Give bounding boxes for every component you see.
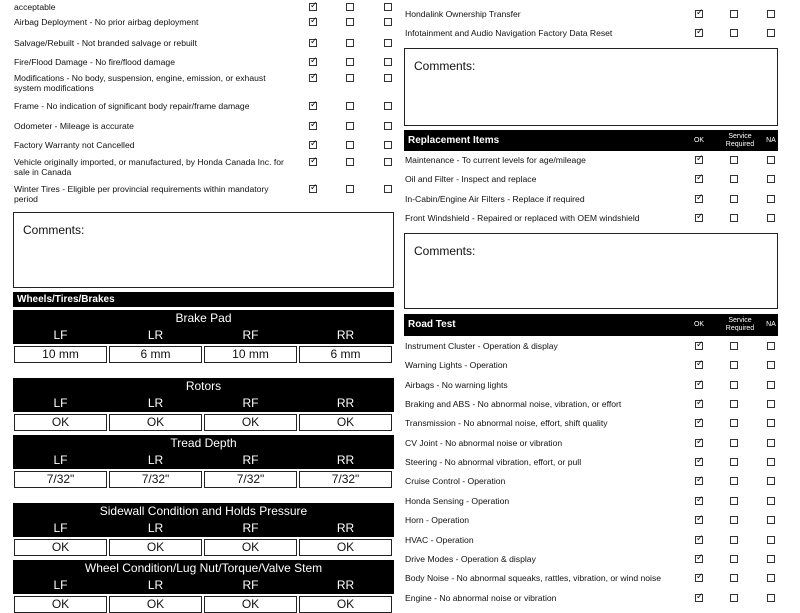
check-item (14, 184, 394, 204)
check-item (405, 9, 777, 23)
position-rf: RF (242, 328, 259, 342)
service-required-checkbox[interactable] (730, 29, 738, 37)
na-checkbox[interactable] (767, 342, 775, 350)
service-required-checkbox[interactable] (730, 555, 738, 563)
item-label: Airbags - No warning lights (405, 380, 508, 390)
na-checkbox[interactable] (767, 195, 775, 203)
service-required-checkbox[interactable] (730, 10, 738, 18)
measurement-value: OK (109, 414, 202, 431)
wheel-condition-title: Wheel Condition/Lug Nut/Torque/Valve Stem (13, 560, 394, 576)
service-required-checkbox[interactable] (730, 477, 738, 485)
service-required-checkbox[interactable] (346, 58, 354, 66)
na-checkbox[interactable] (767, 594, 775, 602)
position-rr: RR (336, 521, 355, 535)
check-item (405, 496, 777, 510)
position-lf: LF (53, 521, 68, 535)
check-item (14, 17, 394, 31)
service-required-checkbox[interactable] (346, 158, 354, 166)
measurement-value: 7/32" (299, 471, 392, 488)
ok-checkbox[interactable] (309, 74, 317, 82)
item-label-cont: period (14, 194, 38, 204)
na-checkbox[interactable] (384, 18, 392, 26)
item-label-cont: sale in Canada (14, 167, 72, 177)
check-item (405, 476, 777, 490)
check-item (405, 341, 777, 355)
measurement-value: OK (299, 414, 392, 431)
na-checkbox[interactable] (767, 361, 775, 369)
item-label: Steering - No abnormal vibration, effort, or pull (405, 457, 582, 467)
item-label: Odometer - Mileage is accurate (14, 121, 134, 131)
ok-checkbox[interactable] (695, 342, 703, 350)
position-lr: LR (147, 578, 164, 592)
na-checkbox[interactable] (767, 477, 775, 485)
na-checkbox[interactable] (767, 400, 775, 408)
position-lf: LF (53, 578, 68, 592)
service-required-checkbox[interactable] (730, 516, 738, 524)
col-header-service: Service (728, 317, 752, 324)
measurement-value: OK (109, 596, 202, 613)
col-header-service: Service (728, 132, 752, 140)
na-checkbox[interactable] (767, 555, 775, 563)
service-required-checkbox[interactable] (346, 185, 354, 193)
measurement-value: 10 mm (204, 346, 297, 363)
col-header-required: Required (725, 140, 755, 148)
item-label: Frame - No indication of significant body repair/frame damage (14, 101, 250, 111)
road-test-header (404, 314, 778, 336)
check-item (14, 73, 394, 93)
ok-checkbox[interactable] (309, 58, 317, 66)
ok-checkbox[interactable] (695, 574, 703, 582)
item-label: Salvage/Rebuilt - Not branded salvage or rebuilt (14, 38, 197, 48)
item-label: Winter Tires - Eligible per provincial requirements within mandatory (14, 184, 269, 194)
check-item (405, 457, 777, 471)
check-item (14, 157, 394, 177)
na-checkbox[interactable] (767, 175, 775, 183)
na-checkbox[interactable] (384, 102, 392, 110)
check-item (405, 438, 777, 452)
na-checkbox[interactable] (767, 516, 775, 524)
na-checkbox[interactable] (384, 122, 392, 130)
position-rf: RF (242, 578, 259, 592)
item-label: Honda Sensing - Operation (405, 496, 510, 506)
ok-checkbox[interactable] (309, 102, 317, 110)
ok-checkbox[interactable] (695, 594, 703, 602)
ok-checkbox[interactable] (695, 381, 703, 389)
comments-label: Comments: (414, 59, 476, 73)
na-checkbox[interactable] (384, 158, 392, 166)
na-checkbox[interactable] (384, 74, 392, 82)
item-label: Engine - No abnormal noise or vibration (405, 593, 557, 603)
service-required-checkbox[interactable] (346, 141, 354, 149)
check-item (405, 515, 777, 529)
col-header-required: Required (725, 325, 755, 332)
ok-checkbox[interactable] (695, 497, 703, 505)
measurement-value: 6 mm (109, 346, 202, 363)
service-required-checkbox[interactable] (730, 381, 738, 389)
na-checkbox[interactable] (384, 141, 392, 149)
ok-checkbox[interactable] (309, 39, 317, 47)
service-required-checkbox[interactable] (346, 74, 354, 82)
measurement-value: OK (14, 539, 107, 556)
service-required-checkbox[interactable] (730, 458, 738, 466)
measurement-value: 6 mm (299, 346, 392, 363)
na-checkbox[interactable] (767, 214, 775, 222)
na-checkbox[interactable] (767, 156, 775, 164)
ok-checkbox[interactable] (695, 175, 703, 183)
service-required-checkbox[interactable] (730, 361, 738, 369)
service-required-checkbox[interactable] (730, 574, 738, 582)
check-item (405, 194, 777, 208)
na-checkbox[interactable] (767, 574, 775, 582)
position-rr: RR (336, 396, 355, 410)
ok-checkbox[interactable] (695, 195, 703, 203)
check-item (405, 360, 777, 374)
item-label: Drive Modes - Operation & display (405, 554, 536, 564)
check-item (14, 101, 394, 115)
comments-box-right-top[interactable] (404, 48, 778, 126)
ok-checkbox[interactable] (309, 3, 317, 11)
service-required-checkbox[interactable] (730, 156, 738, 164)
na-checkbox[interactable] (384, 58, 392, 66)
ok-checkbox[interactable] (309, 141, 317, 149)
measurement-value: OK (299, 596, 392, 613)
item-label: Fire/Flood Damage - No fire/flood damage (14, 57, 175, 67)
check-item (14, 140, 394, 154)
ok-checkbox[interactable] (695, 29, 703, 37)
na-checkbox[interactable] (384, 185, 392, 193)
position-lr: LR (147, 396, 164, 410)
ok-checkbox[interactable] (695, 10, 703, 18)
check-item (14, 57, 394, 71)
service-required-checkbox[interactable] (730, 342, 738, 350)
na-checkbox[interactable] (767, 439, 775, 447)
item-label: Hondalink Ownership Transfer (405, 9, 521, 19)
check-item (405, 554, 777, 568)
item-label: Instrument Cluster - Operation & display (405, 341, 558, 351)
measurement-value: 7/32" (14, 471, 107, 488)
item-label: HVAC - Operation (405, 535, 474, 545)
measurement-value: OK (299, 539, 392, 556)
service-required-checkbox[interactable] (346, 39, 354, 47)
item-label: Braking and ABS - No abnormal noise, vibration, or effort (405, 399, 622, 409)
position-rr: RR (336, 578, 355, 592)
na-checkbox[interactable] (384, 3, 392, 11)
ok-checkbox[interactable] (309, 122, 317, 130)
check-item (14, 121, 394, 135)
ok-checkbox[interactable] (309, 158, 317, 166)
item-label: Vehicle originally imported, or manufactured, by Honda Canada Inc. for (14, 157, 284, 167)
ok-checkbox[interactable] (309, 185, 317, 193)
na-checkbox[interactable] (384, 39, 392, 47)
na-checkbox[interactable] (767, 419, 775, 427)
check-item (14, 2, 394, 16)
item-label: Cruise Control - Operation (405, 476, 506, 486)
section-title: Replacement Items (408, 134, 500, 146)
service-required-checkbox[interactable] (730, 195, 738, 203)
rotors-title: Rotors (13, 378, 394, 394)
check-item (405, 535, 777, 549)
col-header-na: NA (766, 321, 776, 328)
col-header-ok: OK (693, 136, 705, 144)
section-title: Wheels/Tires/Brakes (17, 293, 115, 305)
sidewall-title: Sidewall Condition and Holds Pressure (13, 503, 394, 519)
check-item (14, 38, 394, 52)
ok-checkbox[interactable] (695, 156, 703, 164)
item-label: Body Noise - No abnormal squeaks, rattles, vibration, or wind noise (405, 573, 662, 583)
service-required-checkbox[interactable] (730, 175, 738, 183)
na-checkbox[interactable] (767, 381, 775, 389)
comments-box-left[interactable] (13, 212, 394, 288)
position-rf: RF (242, 521, 259, 535)
position-rf: RF (242, 396, 259, 410)
na-checkbox[interactable] (767, 536, 775, 544)
check-item (405, 418, 777, 432)
item-label: Modifications - No body, suspension, engine, emission, or exhaust (14, 73, 266, 83)
position-lr: LR (147, 521, 164, 535)
item-label: Front Windshield - Repaired or replaced with OEM windshield (405, 213, 640, 223)
ok-checkbox[interactable] (695, 516, 703, 524)
service-required-checkbox[interactable] (730, 594, 738, 602)
item-label: In-Cabin/Engine Air Filters - Replace if required (405, 194, 585, 204)
service-required-checkbox[interactable] (346, 122, 354, 130)
service-required-checkbox[interactable] (730, 439, 738, 447)
item-label: CV Joint - No abnormal noise or vibration (405, 438, 563, 448)
service-required-checkbox[interactable] (346, 18, 354, 26)
service-required-checkbox[interactable] (730, 419, 738, 427)
comments-box-right-mid[interactable] (404, 233, 778, 309)
ok-checkbox[interactable] (695, 555, 703, 563)
comments-label: Comments: (23, 223, 85, 237)
position-lr: LR (147, 328, 164, 342)
wheels-section-header (13, 292, 394, 307)
tread-depth-title: Tread Depth (13, 435, 394, 451)
ok-checkbox[interactable] (695, 214, 703, 222)
item-label: Airbag Deployment - No prior airbag deployment (14, 17, 199, 27)
measurement-value: OK (14, 414, 107, 431)
section-title: Road Test (408, 319, 456, 330)
item-label: Warning Lights - Operation (405, 360, 508, 370)
measurement-value: OK (204, 539, 297, 556)
item-label: Infotainment and Audio Navigation Factory Data Reset (405, 28, 613, 38)
ok-checkbox[interactable] (695, 458, 703, 466)
measurement-value: OK (204, 414, 297, 431)
col-header-na: NA (766, 136, 776, 144)
service-required-checkbox[interactable] (346, 3, 354, 11)
na-checkbox[interactable] (767, 497, 775, 505)
measurement-value: 7/32" (204, 471, 297, 488)
item-label: acceptable (14, 2, 56, 12)
measurement-value: OK (109, 539, 202, 556)
measurement-value: 7/32" (109, 471, 202, 488)
position-rr: RR (336, 328, 355, 342)
ok-checkbox[interactable] (695, 439, 703, 447)
item-label: Transmission - No abnormal noise, effort, shift quality (405, 418, 608, 428)
measurement-value: 10 mm (14, 346, 107, 363)
check-item (405, 213, 777, 227)
position-lf: LF (53, 396, 68, 410)
ok-checkbox[interactable] (695, 400, 703, 408)
ok-checkbox[interactable] (695, 477, 703, 485)
ok-checkbox[interactable] (695, 419, 703, 427)
item-label-cont: system modifications (14, 83, 94, 93)
check-item (405, 593, 777, 607)
check-item (405, 174, 777, 188)
na-checkbox[interactable] (767, 10, 775, 18)
check-item (405, 399, 777, 413)
replacement-items-header (404, 130, 778, 151)
service-required-checkbox[interactable] (730, 214, 738, 222)
position-lf: LF (53, 453, 68, 467)
na-checkbox[interactable] (767, 29, 775, 37)
check-item (405, 573, 777, 587)
measurement-value: OK (204, 596, 297, 613)
ok-checkbox[interactable] (695, 536, 703, 544)
position-lr: LR (147, 453, 164, 467)
item-label: Maintenance - To current levels for age/mileage (405, 155, 586, 165)
position-rf: RF (242, 453, 259, 467)
service-required-checkbox[interactable] (730, 497, 738, 505)
service-required-checkbox[interactable] (730, 536, 738, 544)
service-required-checkbox[interactable] (346, 102, 354, 110)
check-item (405, 28, 777, 42)
position-rr: RR (336, 453, 355, 467)
check-item (405, 380, 777, 394)
brake-pad-title: Brake Pad (13, 310, 394, 326)
check-item (405, 155, 777, 169)
col-header-ok: OK (693, 321, 705, 328)
comments-label: Comments: (414, 244, 476, 258)
ok-checkbox[interactable] (695, 361, 703, 369)
item-label: Horn - Operation (405, 515, 470, 525)
ok-checkbox[interactable] (309, 18, 317, 26)
position-lf: LF (53, 328, 68, 342)
measurement-value: OK (14, 596, 107, 613)
item-label: Factory Warranty not Cancelled (14, 140, 135, 150)
na-checkbox[interactable] (767, 458, 775, 466)
item-label: Oil and Filter - Inspect and replace (405, 174, 537, 184)
service-required-checkbox[interactable] (730, 400, 738, 408)
